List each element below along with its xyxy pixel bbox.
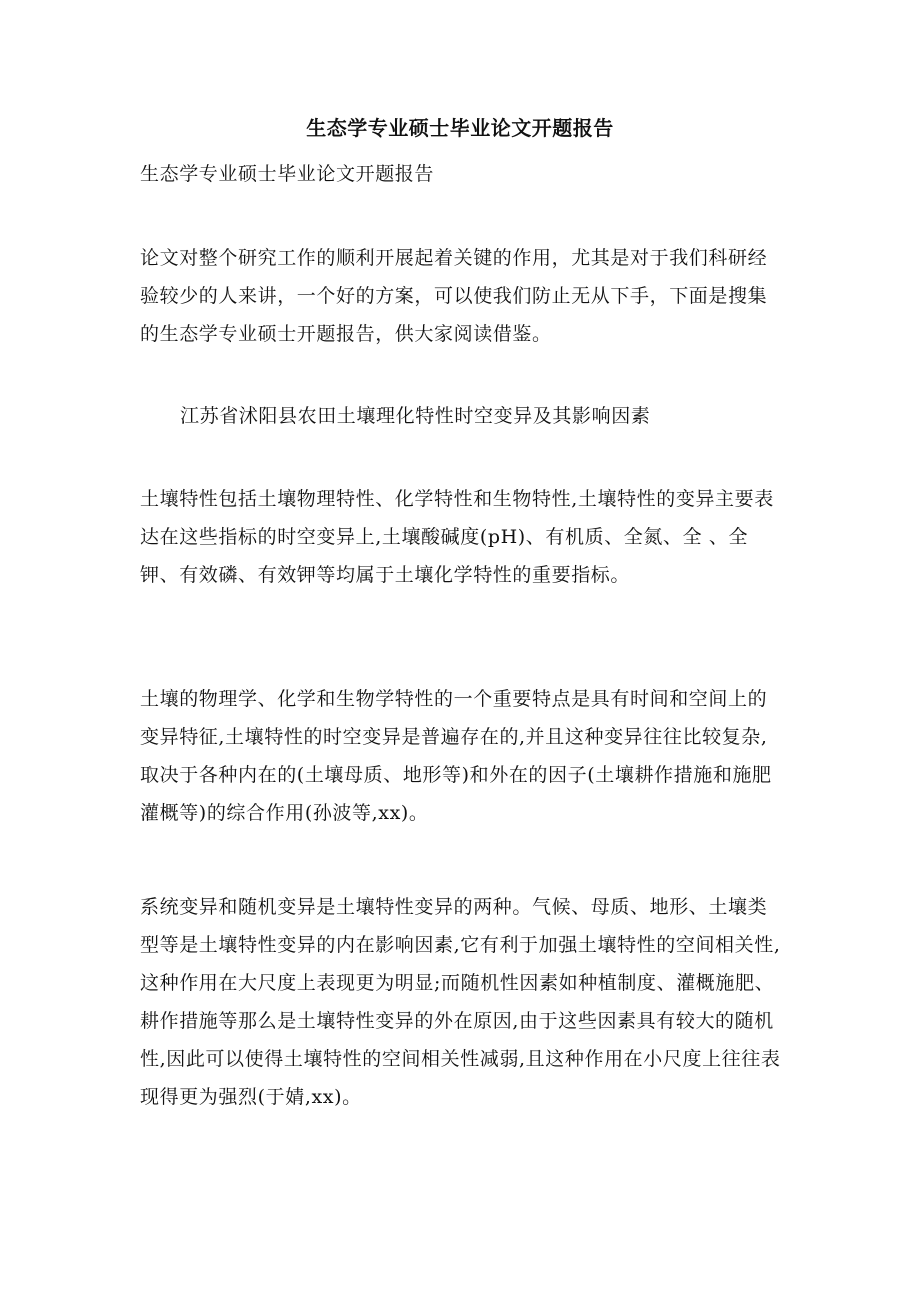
body-paragraph: 系统变异和随机变异是土壤特性变异的两种。气候、母质、地形、土壤类型等是土壤特性变异的内在影响因素,它有利于加强土壤特性的空间相关性,这种作用在大尺度上表现更为明显;而随机性因素如种植制度、灌概施肥、耕作措施等那么是土壤特性变异的外在原因,由于这些因素具有较大的随机性,因此可以使得土壤特性的空间相关性减弱,且这种作用在小尺度上往往表现得更为强烈(于婧,xx)。 bbox=[140, 896, 781, 1108]
document-subtitle: 生态学专业硕士毕业论文开题报告 bbox=[140, 163, 435, 185]
body-paragraph: 土壤特性包括土壤物理特性、化学特性和生物特性,土壤特性的变异主要表达在这些指标的时空变异上,土壤酸碱度(pH)、有机质、全氮、全 、全钾、有效磷、有效钾等均属于土壤化学特性的重要指标。 bbox=[140, 488, 774, 586]
body-paragraph: 土壤的物理学、化学和生物学特性的一个重要特点是具有时间和空间上的变异特征,土壤特性的时空变异是普遍存在的,并且这种变异往往比较复杂,取决于各种内在的(土壤母质、地形等)和外在的因子(土壤耕作措施和施肥灌概等)的综合作用(孙波等,xx)。 bbox=[140, 688, 772, 824]
section-title: 江苏省沭阳县农田土壤理化特性时空变异及其影响因素 bbox=[180, 405, 651, 427]
intro-paragraph: 论文对整个研究工作的顺利开展起着关键的作用，尤其是对于我们科研经验较少的人来讲，一个好的方案，可以使我们防止无从下手，下面是搜集的生态学专业硕士开题报告，供大家阅读借鉴。 bbox=[140, 247, 768, 345]
document-title: 生态学专业硕士毕业论文开题报告 bbox=[306, 116, 614, 140]
